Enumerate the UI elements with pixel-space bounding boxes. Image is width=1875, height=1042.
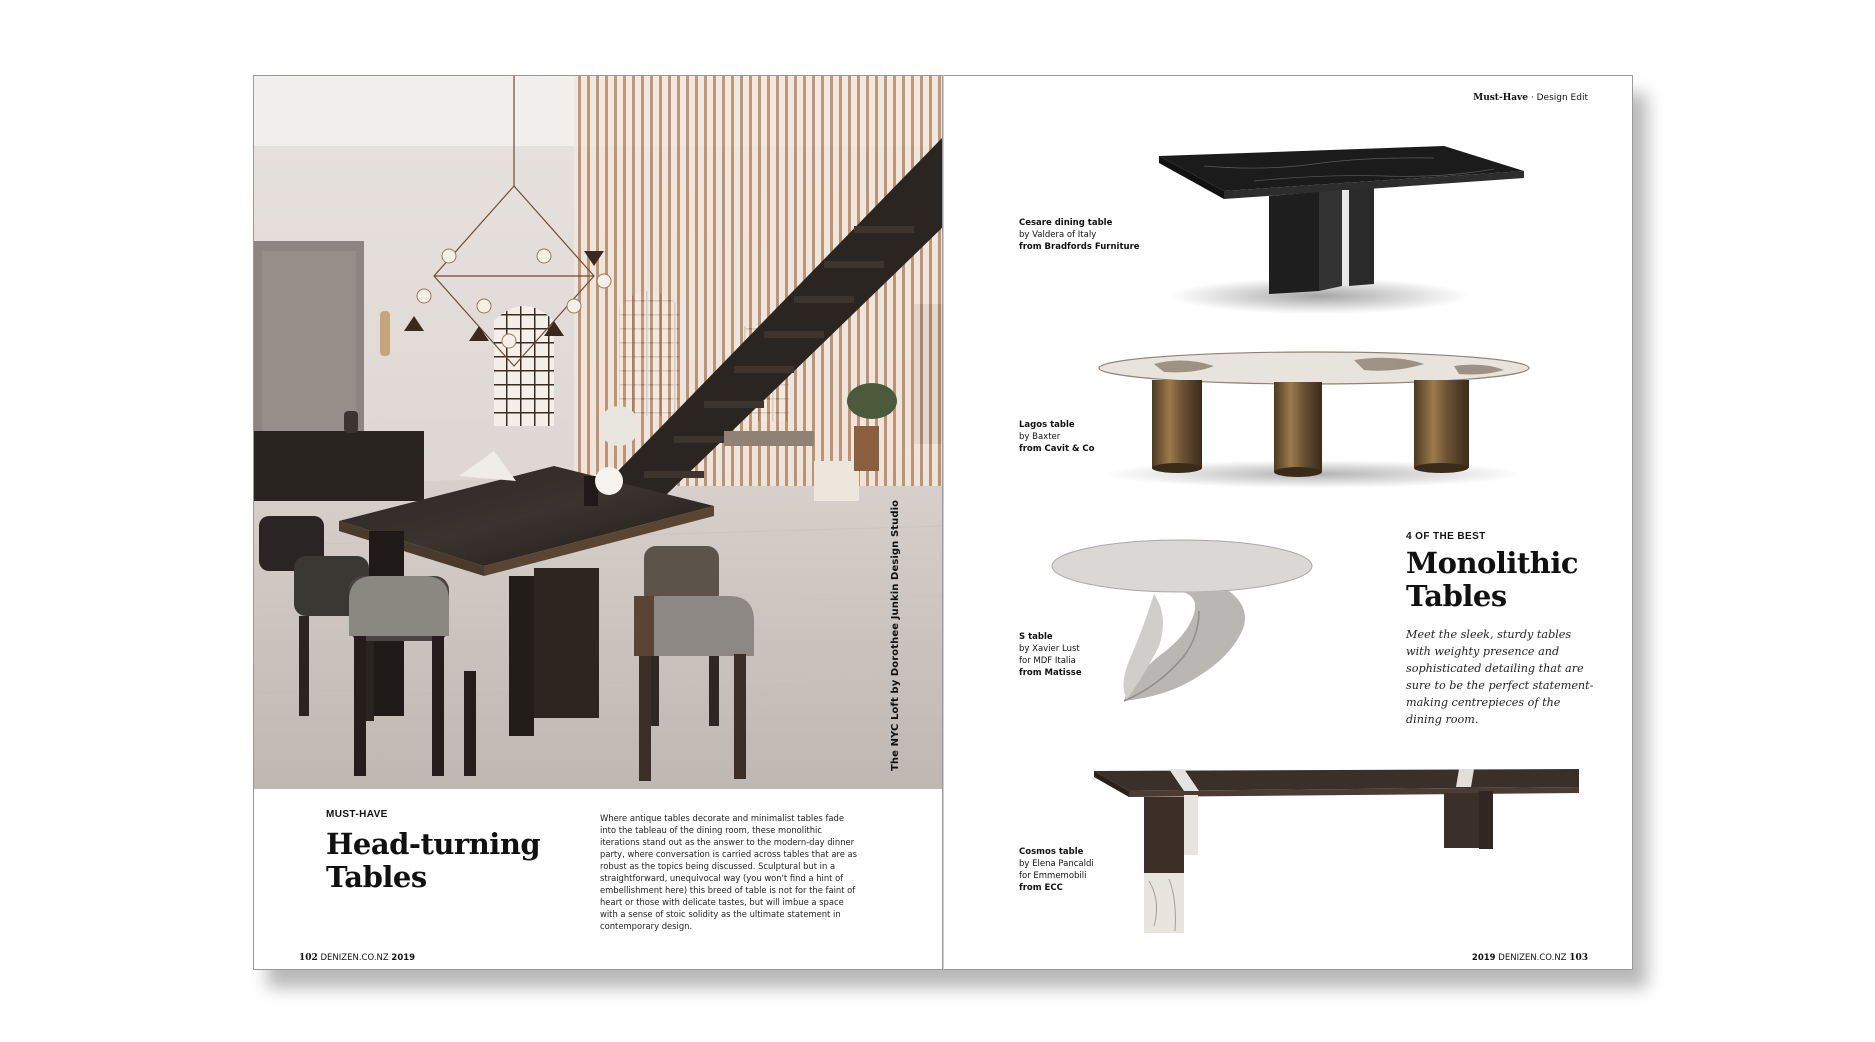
right-page-number: 103 [1569, 953, 1588, 963]
section-header-separator: · [1530, 93, 1534, 103]
cosmos-designer: by Elena Pancaldi [1019, 859, 1094, 869]
left-page [253, 75, 943, 970]
left-folio-site: DENIZEN.CO.NZ [320, 953, 389, 963]
s-table-retailer: from Matisse [1019, 668, 1082, 678]
cesare-retailer: from Bradfords Furniture [1019, 242, 1140, 252]
right-headline-line2: Tables [1406, 579, 1507, 614]
section-header-bold: Must-Have [1473, 93, 1528, 103]
cesare-designer: by Valdera of Italy [1019, 230, 1097, 240]
cesare-name: Cesare dining table [1019, 218, 1113, 228]
s-table-maker: for MDF Italia [1019, 656, 1076, 666]
left-headline-line1: Head-turning [326, 827, 541, 861]
photo-credit: The NYC Loft by Dorothee Junkin Design Studio [890, 499, 901, 771]
cosmos-table-image [1089, 761, 1589, 936]
caption-lagos [1019, 419, 1094, 455]
left-folio-year: 2019 [391, 953, 416, 963]
caption-cesare [1019, 217, 1140, 253]
section-header-name: Design Edit [1536, 93, 1588, 103]
left-body-text: Where antique tables decorate and minimalist tables fade into the tableau of the dining room, these monolithic iterations stand out as the answer to the modern-day dinner party, where conversation is carried across tables that are as robust as the topics being discussed. Sculptural but in a straightforward, unequivocal way (you won't find a hint of embellishment here) this breed of table is not for the faint of heart or those with delicate tastes, but will imbue a space with a sense of stoic solidity as the ultimate statement in contemporary design. [600, 813, 858, 931]
left-folio [299, 953, 415, 963]
s-table-image [1049, 536, 1329, 716]
lagos-table-image [1094, 346, 1534, 496]
cosmos-maker: for Emmemobili [1019, 871, 1087, 881]
right-folio [1472, 953, 1588, 963]
left-page-number: 102 [299, 953, 318, 963]
lagos-retailer: from Cavit & Co [1019, 444, 1095, 454]
s-table-name: S table [1019, 632, 1053, 642]
lagos-designer: by Baxter [1019, 432, 1061, 442]
lagos-name: Lagos table [1019, 420, 1075, 430]
cesare-table-image [1144, 136, 1544, 316]
caption-s-table [1019, 631, 1082, 679]
left-headline [326, 828, 540, 895]
left-headline-line2: Tables [326, 860, 427, 895]
left-kicker: MUST-HAVE [326, 809, 388, 820]
cosmos-retailer: from ECC [1019, 883, 1063, 893]
dining-room-photo [254, 76, 943, 789]
right-page [943, 75, 1633, 970]
right-intro: Meet the sleek, sturdy tables with weighty presence and sophisticated detailing that are sure to be the perfect statement-making centrepieces of the dining room. [1406, 628, 1594, 726]
magazine-spread [253, 75, 1633, 970]
right-headline [1406, 547, 1578, 614]
caption-cosmos [1019, 846, 1094, 894]
right-folio-year: 2019 [1471, 953, 1496, 963]
cosmos-name: Cosmos table [1019, 847, 1084, 857]
right-kicker: 4 OF THE BEST [1406, 531, 1486, 542]
right-folio-site: DENIZEN.CO.NZ [1498, 953, 1567, 963]
right-headline-line1: Monolithic [1406, 546, 1579, 580]
s-table-designer: by Xavier Lust [1019, 644, 1080, 654]
section-header [1473, 93, 1588, 103]
